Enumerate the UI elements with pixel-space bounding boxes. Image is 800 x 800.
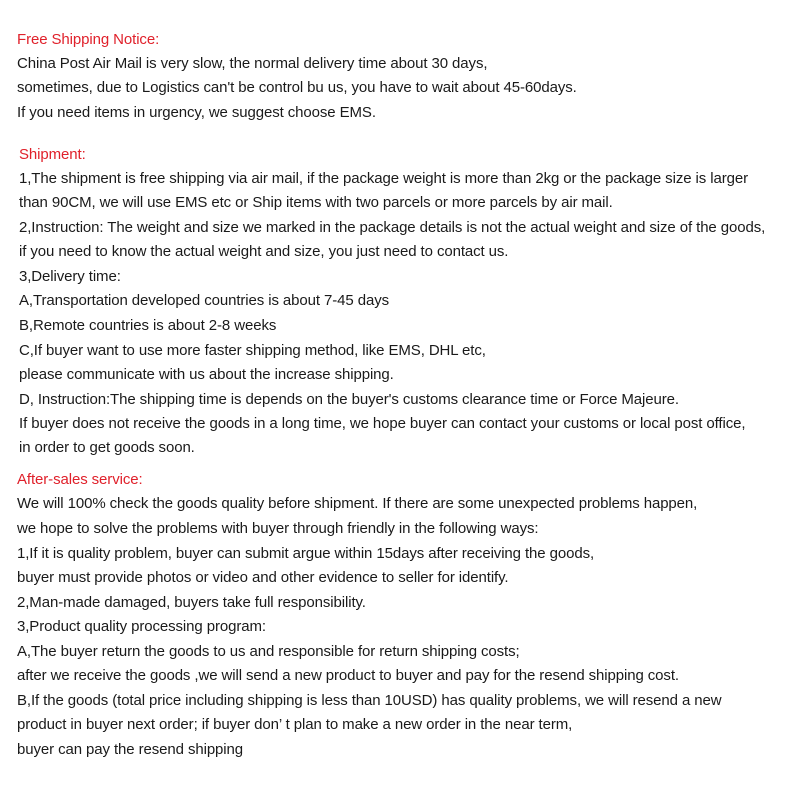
after-sales-line: 3,Product quality processing program: bbox=[17, 618, 266, 635]
shipment-line: in order to get goods soon. bbox=[19, 439, 195, 456]
shipment-line: D, Instruction:The shipping time is depends on the buyer's customs clearance time or Force Majeure. bbox=[19, 391, 679, 408]
shipment-line: please communicate with us about the increase shipping. bbox=[19, 366, 394, 383]
after-sales-line: buyer must provide photos or video and other evidence to seller for identify. bbox=[17, 569, 509, 586]
shipment-line: B,Remote countries is about 2-8 weeks bbox=[19, 317, 277, 334]
after-sales-line: A,The buyer return the goods to us and responsible for return shipping costs; bbox=[17, 643, 520, 660]
after-sales-heading: After-sales service: bbox=[17, 471, 143, 488]
shipment-line: 2,Instruction: The weight and size we marked in the package details is not the actual weight and size of the goods, bbox=[19, 219, 766, 236]
shipment-line: if you need to know the actual weight and size, you just need to contact us. bbox=[19, 243, 509, 260]
after-sales-line: we hope to solve the problems with buyer through friendly in the following ways: bbox=[17, 520, 539, 537]
after-sales-line: We will 100% check the goods quality before shipment. If there are some unexpected problems happen, bbox=[17, 495, 698, 512]
after-sales-line: after we receive the goods ,we will send a new product to buyer and pay for the resend shipping cost. bbox=[17, 667, 679, 684]
shipment-line: than 90CM, we will use EMS etc or Ship items with two parcels or more parcels by air mail. bbox=[19, 194, 613, 211]
notice-heading: Free Shipping Notice: bbox=[17, 31, 160, 48]
shipment-line: C,If buyer want to use more faster shipping method, like EMS, DHL etc, bbox=[19, 342, 486, 359]
notice-line: China Post Air Mail is very slow, the normal delivery time about 30 days, bbox=[17, 55, 488, 72]
after-sales-line: buyer can pay the resend shipping bbox=[17, 741, 244, 758]
shipment-line: 3,Delivery time: bbox=[19, 268, 121, 285]
shipment-line: 1,The shipment is free shipping via air mail, if the package weight is more than 2kg or the package size is larger bbox=[19, 170, 748, 187]
shipment-line: A,Transportation developed countries is about 7-45 days bbox=[19, 292, 390, 309]
after-sales-line: 2,Man-made damaged, buyers take full responsibility. bbox=[17, 594, 366, 611]
shipment-line: If buyer does not receive the goods in a long time, we hope buyer can contact your customs or local post office, bbox=[19, 415, 746, 432]
notice-line: If you need items in urgency, we suggest choose EMS. bbox=[17, 104, 376, 121]
after-sales-line: 1,If it is quality problem, buyer can submit argue within 15days after receiving the goods, bbox=[17, 545, 595, 562]
after-sales-line: B,If the goods (total price including shipping is less than 10USD) has quality problems, we will resend a new bbox=[17, 692, 722, 709]
shipment-heading: Shipment: bbox=[19, 146, 86, 163]
notice-line: sometimes, due to Logistics can't be control bu us, you have to wait about 45-60days. bbox=[17, 79, 577, 96]
after-sales-line: product in buyer next order; if buyer don’ t plan to make a new order in the near term, bbox=[17, 716, 573, 733]
